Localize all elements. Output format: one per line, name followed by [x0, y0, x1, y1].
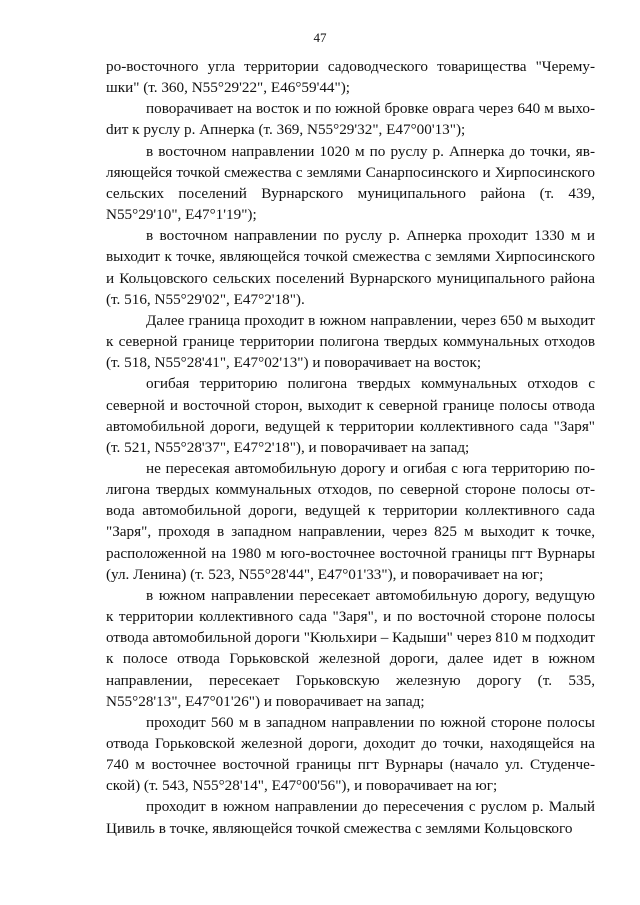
page-number: 47: [313, 30, 327, 45]
document-body: [106, 56, 595, 839]
paragraph-east-turn: поворачивает на восток и по южной бровке оврага через 640 м выхоdит к руслу р. Апнерка (т. 369, N55°29'32", E47°00'13");: [106, 100, 595, 139]
paragraph-west-560m: проходит 560 м в западном направлении по южной стороне полосы отвода Горьковской железной дороги, доходит до точки, находящейся на 740 м восточнее восточной границы пгт Вурнары (начало ул. Студенческой) (т. 543, N55°28'14", E47°00'56"), и поворачивает на юг;: [106, 713, 595, 795]
paragraph-south-810m: в южном направлении пересекает автомобильную дорогу, ведущую к территории коллективного сада "Заря", и по восточной стороне полосы отвода автомобильной дороги "Кюльхири – Кадыши" через 810 м подходит к полосе отвода Горьковской железной дороги, далее идет в южном направлении, пересекает Горьковскую железную дорогу (т. 535, N55°28'13", E47°01'26") и поворачивает на запад;: [106, 586, 595, 710]
paragraph-maly-tsivil: проходит в южном направлении до пересечения с руслом р. Малый Цивиль в точке, являющейся точкой смежества с землями Кольцовского: [106, 798, 595, 837]
paragraph-south-650m: Далее граница проходит в южном направлении, через 650 м выходит к северной границе территории полигона твердых коммунальных отходов (т. 518, N55°28'41", E47°02'13") и поворачивает на восток;: [106, 311, 595, 372]
paragraph-continuation: ро-восточного угла территории садоводческого товарищества "Черемушки" (т. 360, N55°29'22", E46°59'44");: [106, 58, 595, 97]
paragraph-apnerka-1330m: в восточном направлении по руслу р. Апнерка проходит 1330 м и выходит к точке, являющейся точкой смежества с землями Хирпосинского и Кольцовского сельских поселений Вурнарского муниципального района (т. 516, N55°29'02", E47°2'18").: [106, 227, 595, 308]
paragraph-west-825m: не пересекая автомобильную дорогу и огибая с юга территорию полигона твердых коммунальных отходов, по северной стороне полосы отвода автомобильной дороги, ведущей к территории коллективного сада "Заря", проходя в западном направлении, через 825 м выходит к точке, расположенной на 1980 м юго-восточнее восточной границы пгт Вурнары (ул. Ленина) (т. 523, N55°28'44", E47°01'33"), и поворачивает на юг;: [106, 459, 595, 583]
paragraph-landfill-bypass: огибая территорию полигона твердых коммунальных отходов с северной и восточной сторон, выходит к северной границе полосы отвода автомобильной дороги, ведущей к территории коллективного сада "Заря" (т. 521, N55°28'37", E47°2'18"), и поворачивает на запад;: [106, 375, 595, 456]
paragraph-apnerka-1020m: в восточном направлении 1020 м по руслу р. Апнерка до точки, являющейся точкой смежества с землями Санарпосинского и Хирпосинского сельских поселений Вурнарского муниципального района (т. 439, N55°29'10", E47°1'19");: [106, 142, 595, 224]
